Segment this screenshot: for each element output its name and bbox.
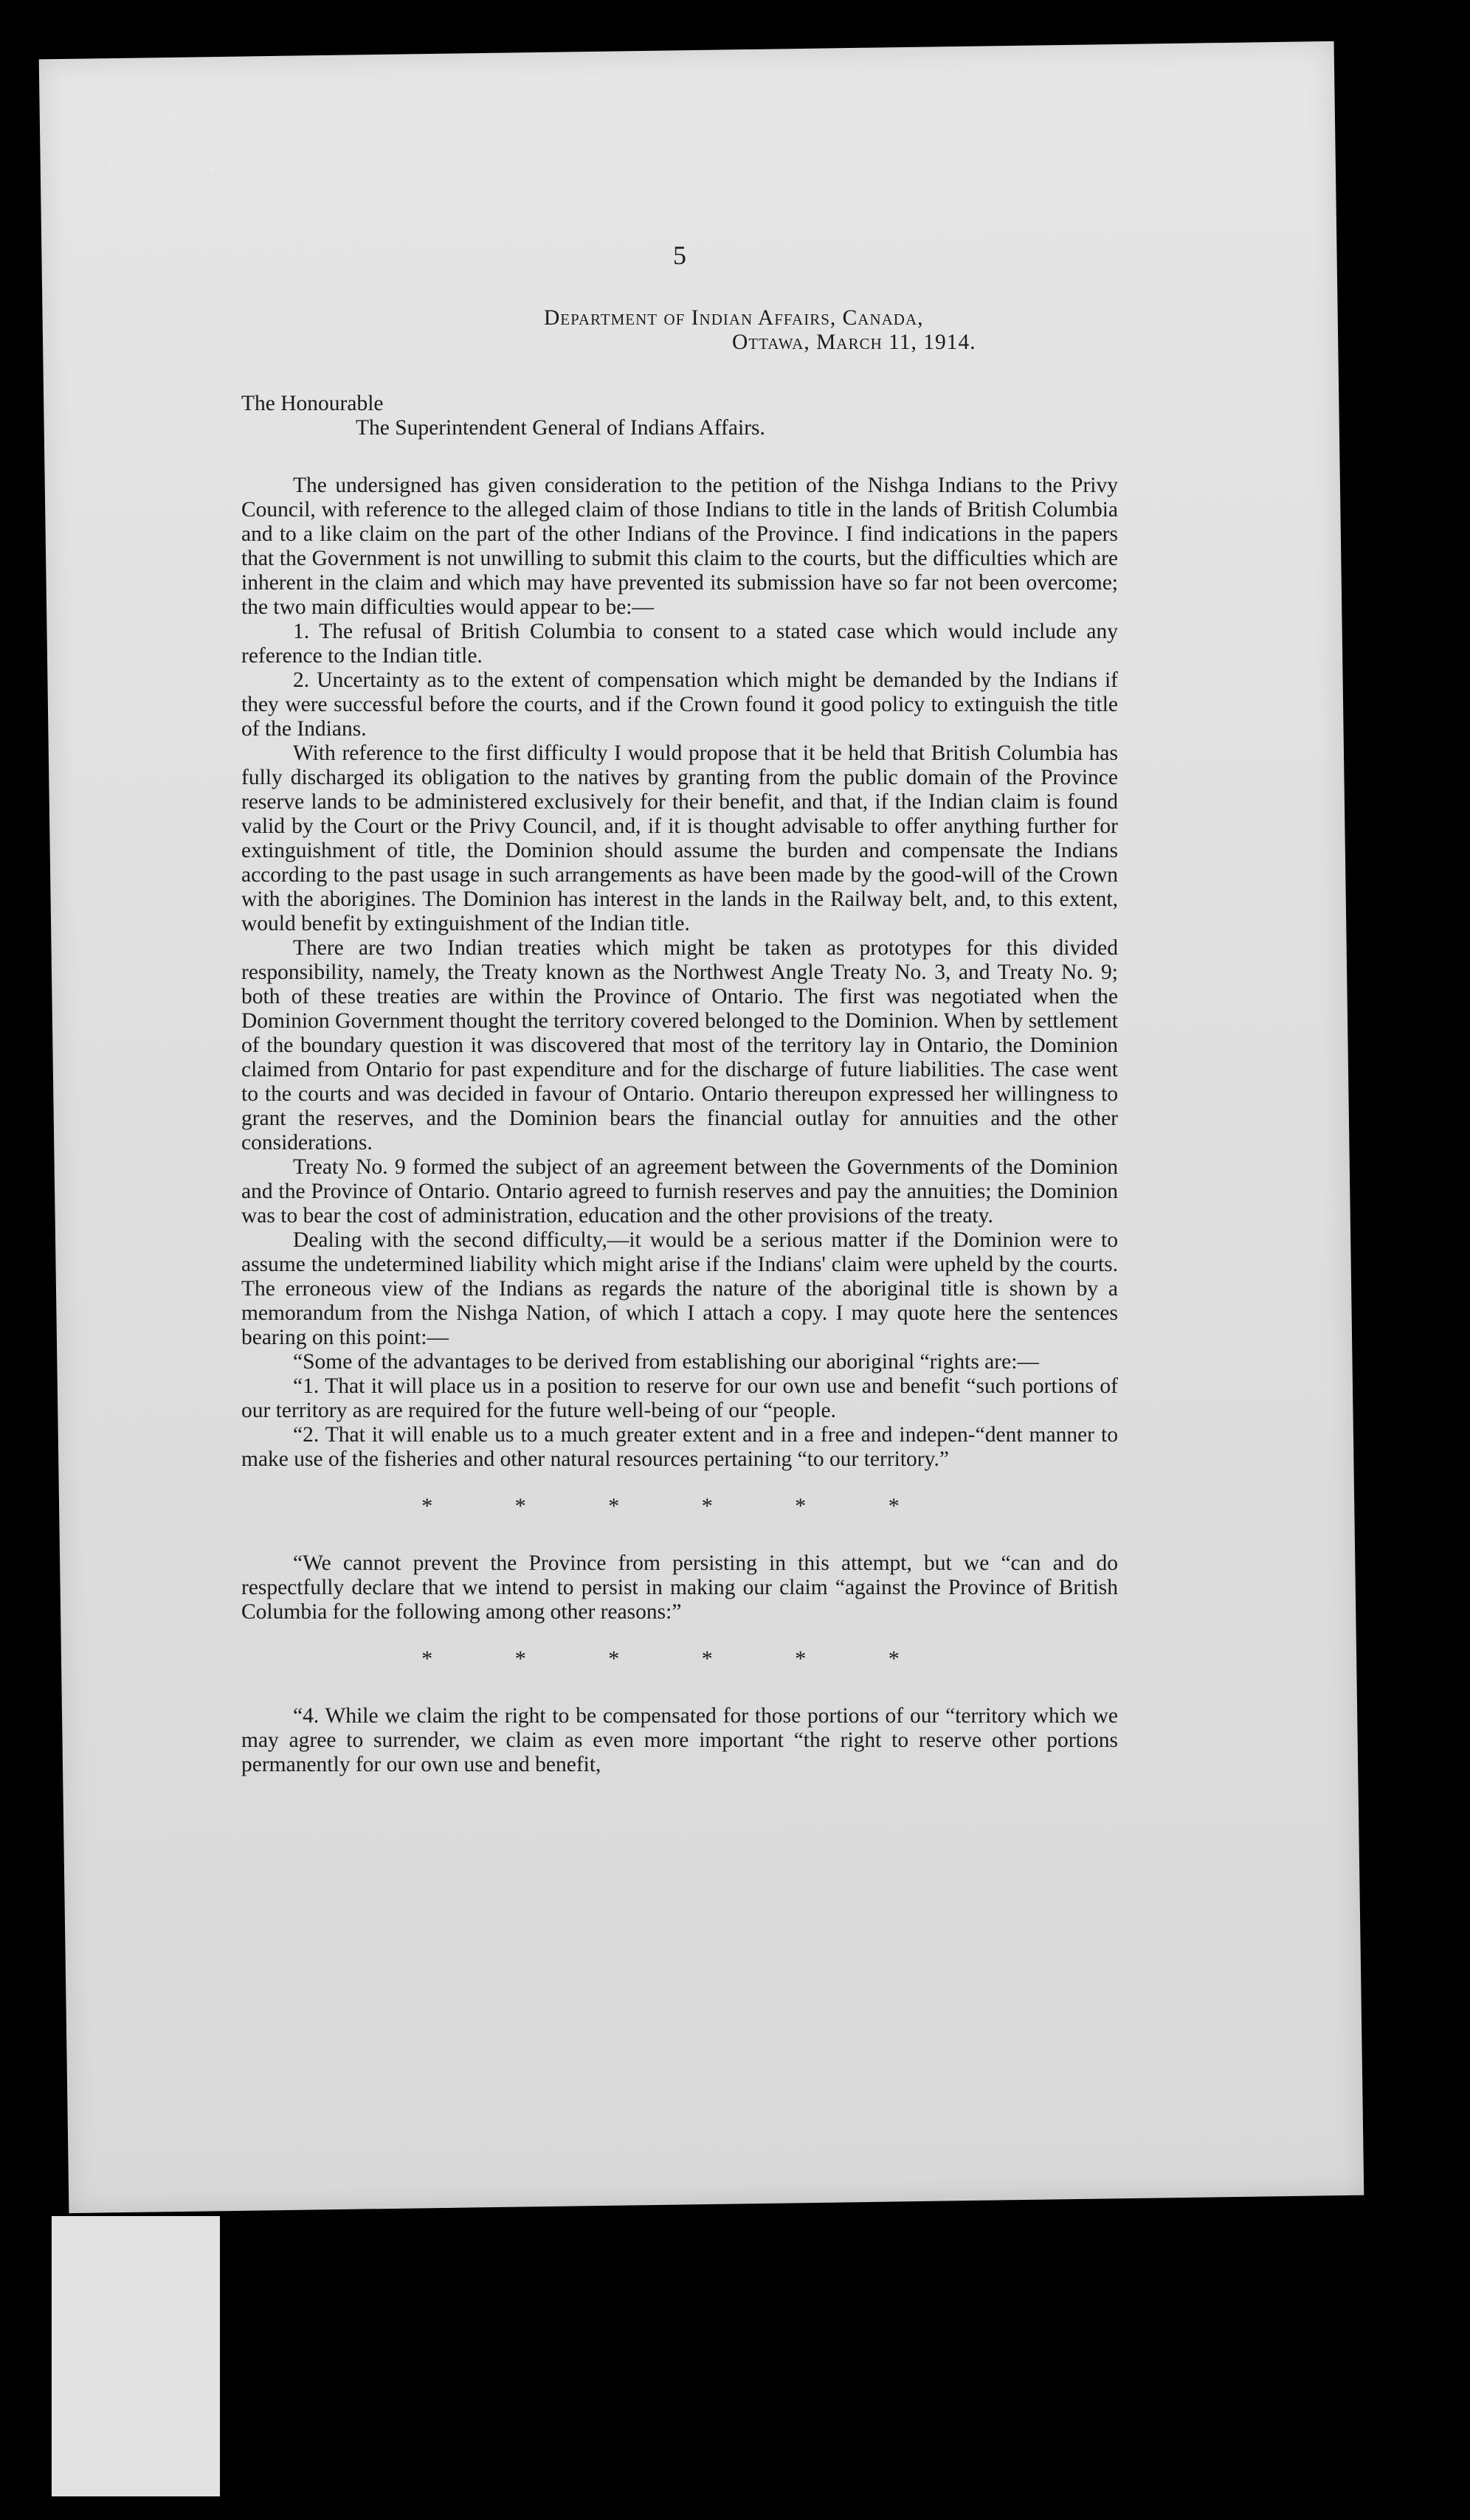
- speck: [110, 162, 114, 167]
- page-number: 5: [673, 240, 686, 270]
- quotation-1: [241, 1350, 1118, 1472]
- paragraph: Dealing with the second difficulty,—it would be a serious matter if the Dominion were to assume the undetermined liability which might arise if the Indians' claim were upheld by the courts. The erroneous view of the Indians as regards the nature of the aboriginal title is shown by a memorandum from the Nishga Nation, of which I attach a copy. I may quote here the sentences bearing on this point:—: [241, 1228, 1118, 1349]
- quotation-3: [241, 1704, 1118, 1777]
- speck: [167, 111, 173, 115]
- document-text: [241, 240, 1118, 1777]
- quote-paragraph: “4. While we claim the right to be compensated for those portions of our “territory which we may agree to surrender, we claim as even more important “the right to reserve other portions permanently for our own use and benefit,: [241, 1704, 1118, 1776]
- paper-tab: [52, 2216, 220, 2496]
- quote-paragraph: “Some of the advantages to be derived from establishing our aboriginal “rights are:—: [293, 1350, 1039, 1374]
- paragraph: With reference to the first difficulty I would propose that it be held that British Columbia has fully discharged its obligation to the natives by granting from the public domain of the Province reserve lands to be administered exclusively for their benefit, and that, if the Indian claim is found valid by the Court or the Privy Council, and, if it is thought advisable to offer anything further for extinguishment of title, the Dominion should assume the burden and compensate the Indians according to the past usage in such arrangements as have been made by the good-will of the Crown with the aborigines. The Dominion has interest in the lands in the Railway belt, and, to this extent, would benefit by extinguishment of the Indian title.: [241, 741, 1118, 935]
- paragraph: The undersigned has given consideration to the petition of the Nishga Indians to the Privy Council, with reference to the alleged claim of those Indians to title in the lands of British Columbia and to a like claim on the part of the other Indians of the Province. I find indications in the papers that the Government is not unwilling to submit this claim to the courts, but the difficulties which are inherent in the claim and which may have prevented its submission have so far not been overcome; the two main difficulties would appear to be:—: [241, 474, 1118, 619]
- letterhead: [463, 306, 1118, 355]
- quotation-2: [241, 1551, 1118, 1624]
- addressee-line-2: The Superintendent General of Indians Affairs.: [356, 416, 765, 440]
- separator-stars: * * * * * *: [421, 1647, 938, 1671]
- quote-paragraph: “2. That it will enable us to a much greater extent and in a free and indepen-“dent manner to make use of the fisheries and other natural resources pertaining “to our territory.”: [241, 1423, 1118, 1471]
- place-date-line: Ottawa, March 11, 1914.: [732, 330, 976, 354]
- quote-paragraph: “1. That it will place us in a position to reserve for our own use and benefit “such portions of our territory as are required for the future well-being of our “people.: [241, 1374, 1118, 1422]
- addressee-line-1: The Honourable: [241, 392, 384, 415]
- paragraph: 2. Uncertainty as to the extent of compensation which might be demanded by the Indians if they were successful before the courts, and if the Crown found it good policy to extinguish the title of the Indians.: [241, 668, 1118, 741]
- letter-body: [241, 474, 1118, 1350]
- department-line: Department of Indian Affairs, Canada,: [544, 306, 924, 330]
- addressee: [241, 392, 1118, 440]
- paragraph: 1. The refusal of British Columbia to consent to a stated case which would include any reference to the Indian title.: [241, 620, 1118, 668]
- paragraph: There are two Indian treaties which might be taken as prototypes for this divided responsibility, namely, the Treaty known as the Northwest Angle Treaty No. 3, and Treaty No. 9; both of these treaties are within the Province of Ontario. The first was negotiated when the Dominion Government thought the territory covered belonged to the Dominion. When by settlement of the boundary question it was discovered that most of the territory lay in Ontario, the Dominion claimed from Ontario for past expenditure and for the discharge of future liabilities. The case went to the courts and was decided in favour of Ontario. Ontario thereupon expressed her willingness to grant the reserves, and the Dominion bears the financial outlay for annuities and the other considerations.: [241, 936, 1118, 1155]
- separator-stars: * * * * * *: [421, 1494, 938, 1518]
- speck: [137, 205, 140, 214]
- quote-paragraph: “We cannot prevent the Province from persisting in this attempt, but we “can and do respectfully declare that we intend to persist in making our claim “against the Province of British Columbia for the following among other reasons:”: [241, 1551, 1118, 1624]
- speck: [210, 167, 215, 173]
- paragraph: Treaty No. 9 formed the subject of an agreement between the Governments of the Dominion and the Province of Ontario. Ontario agreed to furnish reserves and pay the annuities; the Dominion was to bear the cost of administration, education and the other provisions of the treaty.: [241, 1155, 1118, 1228]
